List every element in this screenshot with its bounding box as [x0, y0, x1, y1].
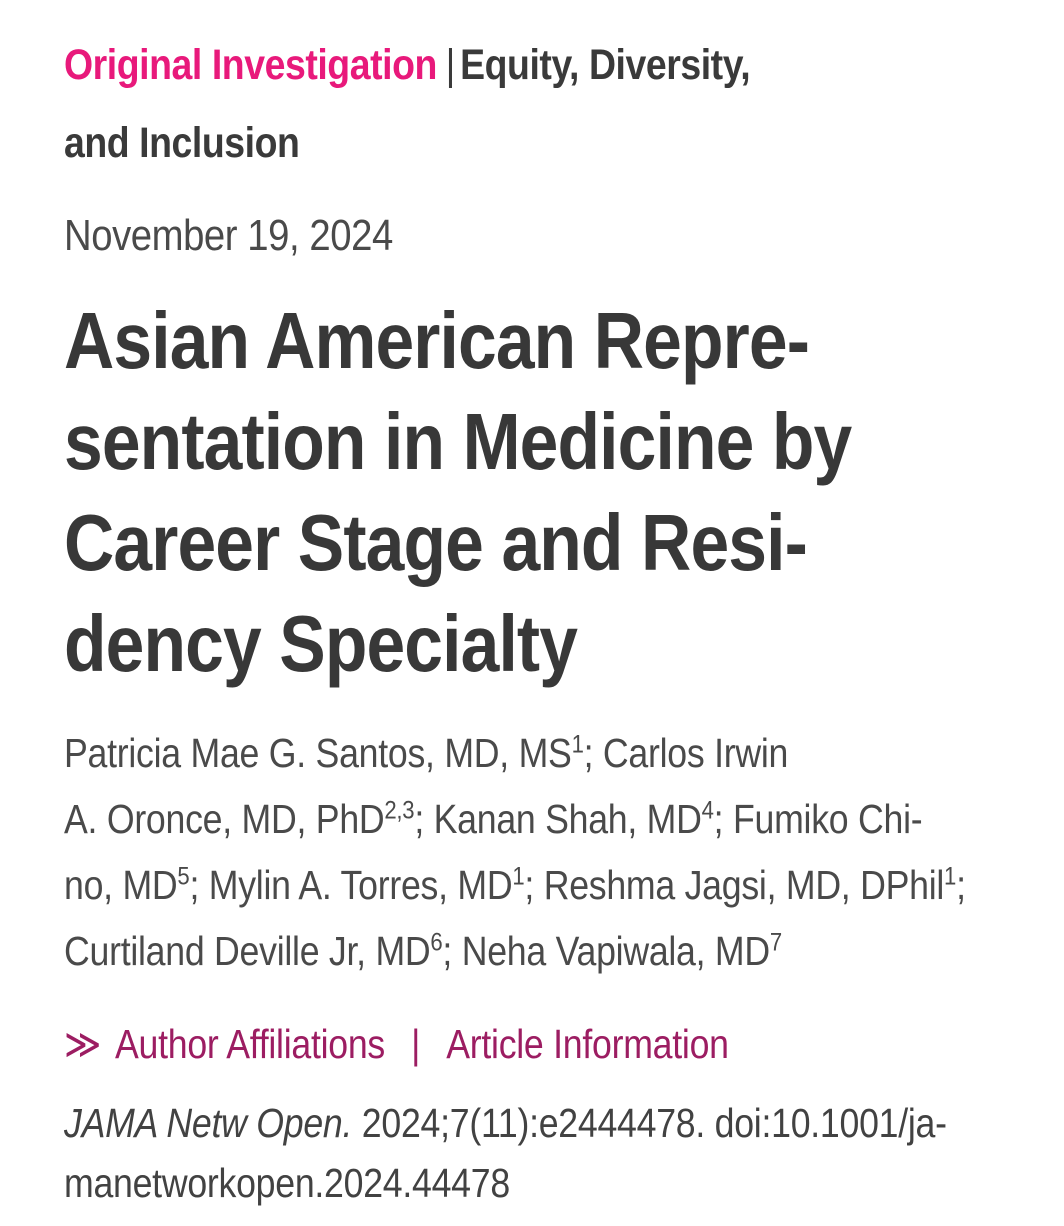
author-affiliations-link[interactable]: Author Affiliations — [115, 1021, 386, 1067]
article-title-line-3: Career Stage and Resi- — [64, 498, 807, 587]
article-title-line-2: sentation in Medicine by — [64, 397, 852, 486]
author-line-1: Patricia Mae G. Santos, MD, $MS^1$; Carlos Irwin — [64, 730, 789, 776]
article-header — [64, 26, 1061, 1213]
publish-date: November 19, 2024 — [64, 211, 393, 260]
journal-citation — [64, 1093, 1061, 1213]
topic-label-line1[interactable]: Equity, Diversity, — [460, 41, 751, 89]
article-title — [64, 290, 1061, 694]
links-separator: | — [411, 1021, 421, 1067]
double-chevron-icon: ≫ — [64, 1021, 102, 1067]
author-line-2: A. Oronce, MD, PhD$^{2,3}$; Kanan Shah, $MD^4$; Fumiko Chi- — [64, 796, 923, 842]
citation-line-1: JAMA Netw Open. 2024;7(11):e2444478. doi:10.1001/ja- — [64, 1100, 947, 1146]
category-label[interactable]: Original Investigation — [64, 41, 437, 89]
citation-line-2: manetworkopen.2024.44478 — [64, 1160, 510, 1206]
article-title-line-4: dency Specialty — [64, 599, 578, 688]
article-title-line-1: Asian American Repre- — [64, 296, 810, 385]
article-information-link[interactable]: Article Information — [446, 1021, 729, 1067]
topic-label-line2[interactable]: and Inclusion — [64, 119, 300, 167]
author-list — [64, 720, 1061, 984]
article-links-row — [64, 1020, 1061, 1069]
eyebrow — [64, 26, 1061, 182]
author-line-4: Curtiland Deville Jr, $MD^6$; Neha Vapiwala, $MD^7$ — [64, 928, 782, 974]
eyebrow-separator: | — [445, 41, 455, 89]
author-line-3: no, $MD^5$; Mylin A. Torres, $MD^1$; Reshma Jagsi, MD, DPhil$^1$; — [64, 862, 966, 908]
eyebrow-line-1 — [64, 26, 1061, 104]
